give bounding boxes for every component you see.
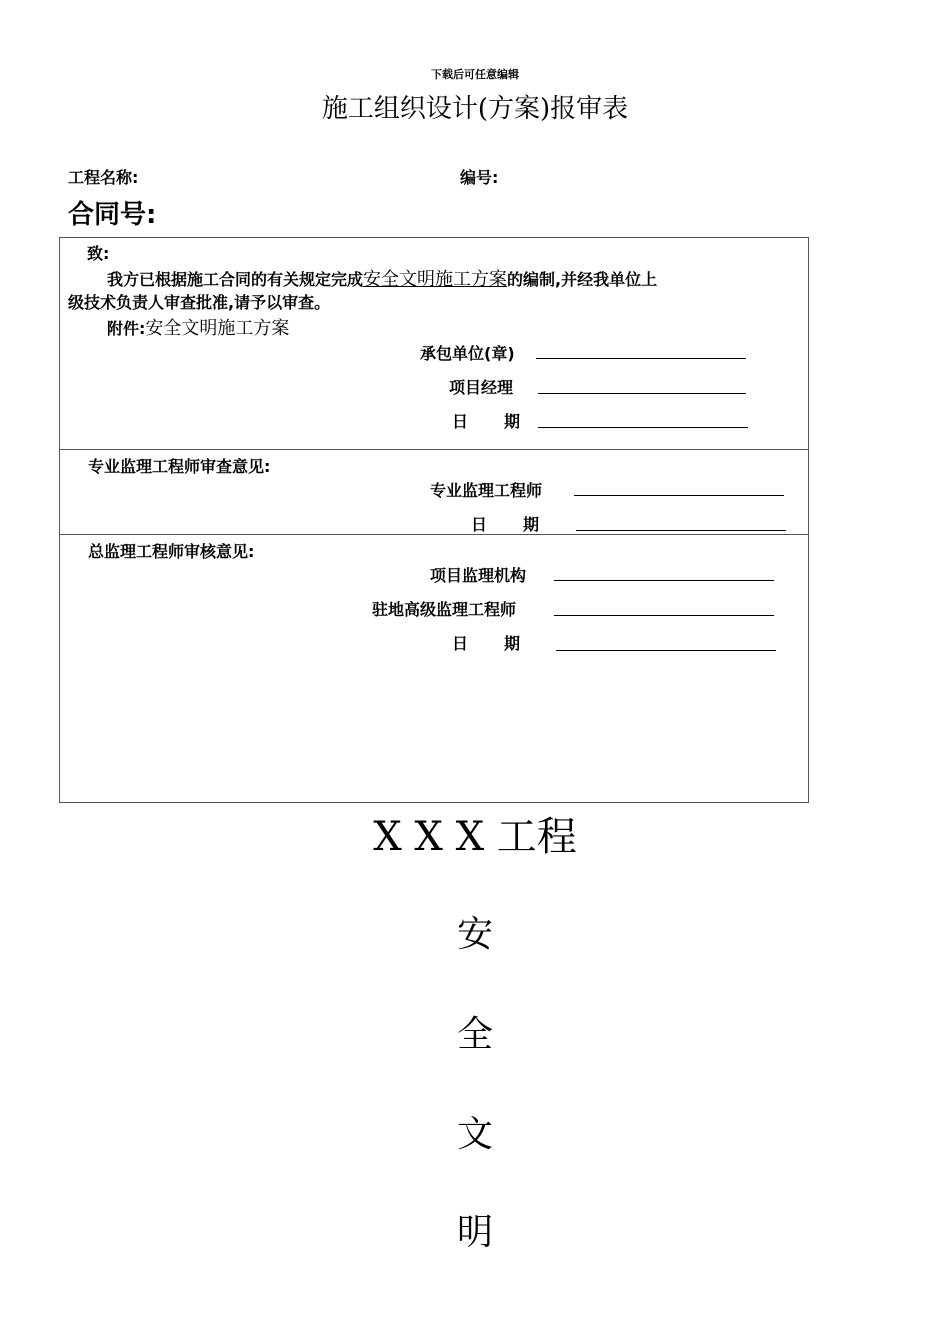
number-label: 编号:	[460, 168, 499, 187]
specialist-engineer-signature-line[interactable]	[574, 495, 784, 496]
attachment-line	[107, 314, 289, 340]
section-divider-1	[60, 449, 808, 450]
specialist-engineer-label: 专业监理工程师	[430, 481, 543, 500]
plan-name-ref: 安全文明施工方案	[363, 269, 508, 290]
submission-prefix: 我方已根据施工合同的有关规定完成	[107, 270, 364, 289]
cover-project-title: X X X 工程	[373, 814, 577, 860]
contractor-signature-line[interactable]	[536, 358, 746, 359]
project-name-label: 工程名称:	[68, 168, 139, 187]
submission-suffix: 的编制,并经我单位上	[507, 270, 658, 289]
supervision-agency-signature-line[interactable]	[554, 580, 774, 581]
top-note: 下载后可任意编辑	[431, 68, 519, 81]
date-label-2: 日 期	[471, 515, 540, 534]
submission-text-line1	[107, 265, 657, 291]
senior-engineer-label: 驻地高级监理工程师	[372, 600, 517, 619]
project-manager-label: 项目经理	[449, 378, 514, 397]
date-signature-line-2[interactable]	[576, 530, 786, 531]
date-label-3: 日 期	[452, 634, 521, 653]
date-signature-line-1[interactable]	[538, 427, 748, 428]
section-divider-2	[60, 534, 808, 535]
date-label-1: 日 期	[452, 412, 521, 431]
document-title: 施工组织设计(方案)报审表	[321, 94, 629, 124]
to-label: 致:	[87, 244, 110, 263]
attachment-label: 附件:	[107, 319, 146, 338]
specialist-review-title: 专业监理工程师审查意见:	[88, 457, 271, 476]
date-signature-line-3[interactable]	[556, 650, 776, 651]
cover-char-3: 文	[456, 1114, 493, 1155]
senior-engineer-signature-line[interactable]	[554, 615, 774, 616]
submission-text-line2: 级技术负责人审查批准,请予以审查。	[68, 293, 331, 312]
approval-form	[59, 237, 809, 803]
contract-number-label: 合同号:	[68, 200, 157, 230]
cover-char-4: 明	[456, 1212, 493, 1253]
cover-char-2: 全	[456, 1014, 493, 1055]
cover-char-1: 安	[456, 914, 493, 955]
contractor-label: 承包单位(章)	[420, 344, 515, 363]
project-manager-signature-line[interactable]	[538, 393, 746, 394]
attachment-value: 安全文明施工方案	[145, 318, 290, 339]
chief-review-title: 总监理工程师审核意见:	[88, 542, 255, 561]
supervision-agency-label: 项目监理机构	[430, 566, 527, 585]
